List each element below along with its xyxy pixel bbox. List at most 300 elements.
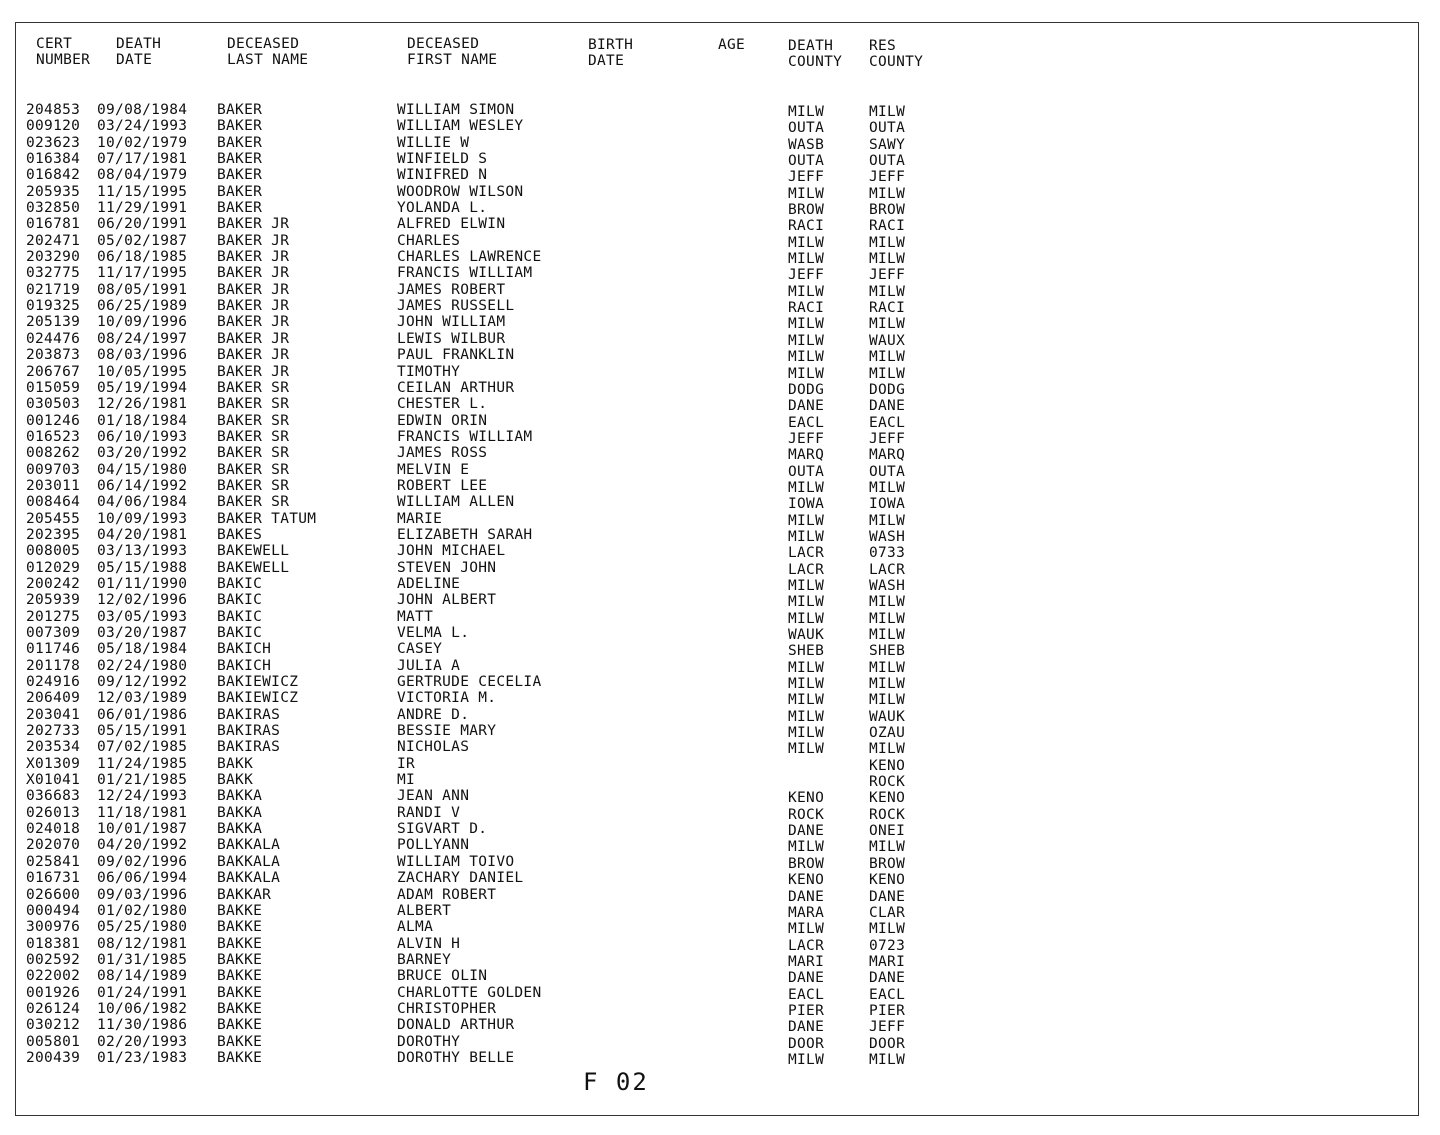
first-name: ALBERT [397,902,452,919]
res-county: JEFF [869,267,906,284]
first-name: ZACHARY DANIEL [397,870,524,887]
death-county: DANE [788,970,825,987]
last-name: BAKKAR [217,886,272,903]
death-date: 11/30/1986 [97,1017,188,1034]
record-row [16,200,1418,219]
last-name: BAKER [217,183,263,200]
death-county: DANE [788,823,825,840]
death-date: 08/04/1979 [97,167,188,184]
death-county: MILW [788,741,825,758]
last-name: BAKER JR [217,232,290,249]
cert-number: 205139 [26,314,81,331]
last-name: BAKKE [217,984,263,1001]
death-county: MARQ [788,447,825,464]
record-row [16,494,1418,513]
res-county: MILW [869,610,906,627]
last-name: BAKER JR [217,363,290,380]
record-row [16,1050,1418,1066]
death-county: MILW [788,234,825,251]
death-county: MILW [788,1051,825,1068]
last-name: BAKER [217,134,263,151]
death-county: OUTA [788,463,825,480]
death-date: 09/08/1984 [97,102,188,118]
first-name: IR [397,755,416,772]
record-row [16,527,1418,543]
record-row [16,282,1418,298]
record-row [16,690,1418,709]
first-name: NICHOLAS [397,739,470,756]
first-name: VELMA L. [397,625,470,641]
cert-number: 204853 [26,102,81,118]
first-name: JAMES RUSSELL [397,298,515,315]
res-county: MILW [869,512,906,529]
first-name: RANDI V [397,804,461,821]
death-county: DANE [788,888,825,905]
first-name: VICTORIA M. [397,690,497,707]
cert-number: 202471 [26,232,81,249]
first-name: JOHN WILLIAM [397,314,506,331]
cert-number: 032775 [26,265,81,282]
last-name: BAKER SR [217,494,290,511]
res-county: BROW [869,855,906,872]
record-row [16,919,1418,938]
record-row [16,184,1418,200]
death-date: 10/09/1993 [97,510,188,527]
death-county: SHEB [788,643,825,660]
first-name: MI [397,772,416,789]
header-cert-number: CERT NUMBER [36,36,91,68]
res-county: SAWY [869,136,906,153]
record-row [16,625,1418,641]
death-county: DANE [788,398,825,415]
record-row [16,887,1418,903]
first-name: EDWIN ORIN [397,412,488,429]
record-row [16,478,1418,494]
death-date: 10/05/1995 [97,363,188,380]
death-date: 11/18/1981 [97,804,188,821]
death-county: MILW [788,839,825,856]
record-row [16,265,1418,284]
cert-number: 016523 [26,428,81,445]
res-county: WASH [869,577,906,594]
cert-number: 201275 [26,608,81,625]
res-county: OUTA [869,153,906,170]
death-date: 03/13/1993 [97,543,188,560]
record-row [16,543,1418,562]
res-county: LACR [869,561,906,578]
death-county: EACL [788,986,825,1003]
death-date: 01/21/1985 [97,772,188,789]
record-row [16,641,1418,660]
record-row [16,723,1418,742]
death-date: 05/15/1991 [97,723,188,740]
last-name: BAKIRAS [217,723,281,740]
last-name: BAKER SR [217,428,290,445]
res-county: OUTA [869,463,906,480]
cert-number: 205935 [26,183,81,200]
record-row [16,739,1418,758]
cert-number: 026600 [26,886,81,903]
death-date: 04/06/1984 [97,494,188,511]
first-name: WILLIE W [397,134,470,151]
death-date: 10/09/1996 [97,314,188,331]
last-name: BAKER JR [217,216,290,233]
res-county: ONEI [869,823,906,840]
first-name: JEAN ANN [397,788,470,805]
record-row [16,135,1418,151]
record-row [16,314,1418,333]
death-date: 04/20/1992 [97,837,188,854]
first-name: JAMES ROBERT [397,281,506,298]
last-name: BAKER JR [217,249,290,266]
cert-number: 005801 [26,1033,81,1050]
cert-number: 026124 [26,1000,81,1017]
death-date: 08/24/1997 [97,330,188,347]
last-name: BAKER SR [217,379,290,396]
record-row [16,1017,1418,1036]
last-name: BAKKA [217,788,263,805]
cert-number: 203041 [26,706,81,723]
death-date: 10/02/1979 [97,134,188,151]
death-date: 08/12/1981 [97,935,188,952]
death-date: 06/20/1991 [97,216,188,233]
death-date: 03/20/1987 [97,625,188,641]
record-row [16,788,1418,807]
death-date: 06/18/1985 [97,249,188,266]
last-name: BAKER SR [217,412,290,429]
cert-number: 012029 [26,559,81,576]
last-name: BAKIEWICZ [217,690,299,707]
first-name: BARNEY [397,951,452,968]
death-county: KENO [788,872,825,889]
record-row [16,560,1418,576]
death-county: MILW [788,104,825,120]
record-row [16,870,1418,889]
death-date: 10/01/1987 [97,821,188,838]
cert-number: 203290 [26,249,81,266]
res-county: JEFF [869,1019,906,1036]
res-county: MILW [869,316,906,333]
cert-number: 205939 [26,592,81,609]
death-date: 01/24/1991 [97,984,188,1001]
res-county: MARQ [869,447,906,464]
last-name: BAKKE [217,1000,263,1017]
cert-number: 016842 [26,167,81,184]
records-list [16,102,1418,1066]
record-row [16,805,1418,821]
header-death-date: DEATH DATE [116,36,162,68]
first-name: MELVIN E [397,461,470,478]
record-row [16,118,1418,137]
first-name: CASEY [397,641,443,658]
record-row [16,936,1418,952]
first-name: CHARLES LAWRENCE [397,249,542,266]
record-row [16,249,1418,268]
death-county: MILW [788,921,825,938]
cert-number: 202395 [26,526,81,543]
death-date: 06/14/1992 [97,477,188,494]
first-name: WILLIAM TOIVO [397,853,515,870]
last-name: BAKKE [217,902,263,919]
death-date: 08/03/1996 [97,347,188,364]
first-name: LEWIS WILBUR [397,330,506,347]
record-row [16,674,1418,693]
last-name: BAKER [217,167,263,184]
death-date: 03/24/1993 [97,118,188,135]
last-name: BAKKE [217,935,263,952]
cert-number: 001246 [26,412,81,429]
first-name: JOHN ALBERT [397,592,497,609]
cert-number: 019325 [26,298,81,315]
record-row [16,167,1418,186]
res-county: RACI [869,300,906,317]
cert-number: 002592 [26,951,81,968]
last-name: BAKKALA [217,837,281,854]
cert-number: 022002 [26,968,81,985]
record-row [16,364,1418,380]
death-county: MILW [788,659,825,676]
last-name: BAKKE [217,1049,263,1066]
death-date: 07/17/1981 [97,151,188,168]
first-name: ALVIN H [397,935,461,952]
death-county: JEFF [788,267,825,284]
header-age: AGE [718,37,746,53]
record-row [16,151,1418,170]
cert-number: 201178 [26,657,81,674]
last-name: BAKIC [217,592,263,609]
res-county: MILW [869,479,906,496]
cert-number: 025841 [26,853,81,870]
res-county: JEFF [869,430,906,447]
last-name: BAKER JR [217,347,290,364]
death-date: 01/31/1985 [97,951,188,968]
res-county: RACI [869,218,906,235]
last-name: BAKKALA [217,870,281,887]
death-date: 12/26/1981 [97,396,188,413]
record-row [16,102,1418,118]
res-county: DANE [869,398,906,415]
death-county: MILW [788,365,825,382]
res-county: CLAR [869,904,906,921]
cert-number: 206409 [26,690,81,707]
cert-number: 202070 [26,837,81,854]
death-county: WAUK [788,627,825,643]
first-name: JULIA A [397,657,461,674]
last-name: BAKIEWICZ [217,674,299,691]
death-county: MILW [788,479,825,496]
death-date: 05/15/1988 [97,559,188,576]
cert-number: 032850 [26,200,81,217]
first-name: YOLANDA L. [397,200,488,217]
cert-number: 036683 [26,788,81,805]
last-name: BAKK [217,772,254,789]
cert-number: 202733 [26,723,81,740]
last-name: BAKKA [217,821,263,838]
death-county: JEFF [788,430,825,447]
cert-number: 016731 [26,870,81,887]
last-name: BAKER SR [217,445,290,462]
death-county: OUTA [788,120,825,137]
last-name: BAKES [217,526,263,543]
first-name: BESSIE MARY [397,723,497,740]
res-county: MILW [869,692,906,709]
res-county: DANE [869,970,906,987]
record-row [16,1001,1418,1017]
death-date: 08/14/1989 [97,968,188,985]
death-county: RACI [788,218,825,235]
first-name: PAUL FRANKLIN [397,347,515,364]
death-county: MILW [788,251,825,268]
first-name: TIMOTHY [397,363,461,380]
res-county: SHEB [869,643,906,660]
res-county: DOOR [869,1035,906,1052]
death-date: 05/02/1987 [97,232,188,249]
record-row [16,968,1418,987]
death-county: MILW [788,692,825,709]
res-county: MILW [869,741,906,758]
cert-number: 024018 [26,821,81,838]
death-date: 07/02/1985 [97,739,188,756]
record-row [16,952,1418,968]
last-name: BAKICH [217,657,272,674]
death-date: 11/17/1995 [97,265,188,282]
cert-number: 016781 [26,216,81,233]
cert-number: 023623 [26,134,81,151]
record-row [16,1034,1418,1050]
record-row [16,298,1418,317]
record-row [16,756,1418,772]
record-row [16,396,1418,415]
last-name: BAKICH [217,641,272,658]
death-date: 10/06/1982 [97,1000,188,1017]
first-name: ALFRED ELWIN [397,216,506,233]
death-date: 01/02/1980 [97,902,188,919]
death-date: 02/24/1980 [97,657,188,674]
res-county: BROW [869,202,906,219]
cert-number: 009703 [26,461,81,478]
death-county: LACR [788,561,825,578]
res-county: OUTA [869,120,906,137]
last-name: BAKER [217,151,263,168]
record-row [16,331,1418,347]
cert-number: 024916 [26,674,81,691]
cert-number: 203011 [26,477,81,494]
death-date: 03/05/1993 [97,608,188,625]
cert-number: 011746 [26,641,81,658]
death-date: 11/15/1995 [97,183,188,200]
first-name: ROBERT LEE [397,477,488,494]
document-page [15,22,1419,1116]
last-name: BAKKE [217,1033,263,1050]
cert-number: 016384 [26,151,81,168]
death-date: 06/10/1993 [97,428,188,445]
death-county: MARI [788,953,825,970]
last-name: BAKER JR [217,330,290,347]
res-county: JEFF [869,169,906,186]
death-date: 09/02/1996 [97,853,188,870]
res-county: DODG [869,381,906,398]
first-name: CHARLES [397,232,461,249]
last-name: BAKIRAS [217,706,281,723]
header-res-county: RES COUNTY [869,38,924,70]
res-county: 0733 [869,545,906,562]
res-county: WASH [869,528,906,545]
last-name: BAKER [217,200,263,217]
death-county: MILW [788,594,825,611]
death-county: MILW [788,185,825,202]
record-row [16,429,1418,445]
cert-number: 009120 [26,118,81,135]
first-name: WINIFRED N [397,167,488,184]
first-name: JOHN MICHAEL [397,543,506,560]
res-county: MILW [869,283,906,300]
death-county: IOWA [788,496,825,513]
first-name: CHESTER L. [397,396,488,413]
first-name: ADELINE [397,575,461,592]
death-county: PIER [788,1002,825,1019]
death-date: 01/11/1990 [97,575,188,592]
first-name: WILLIAM SIMON [397,102,515,118]
res-county: MARI [869,953,906,970]
first-name: POLLYANN [397,837,470,854]
record-row [16,772,1418,791]
death-county: KENO [788,790,825,807]
res-county: MILW [869,365,906,382]
last-name: BAKKE [217,951,263,968]
first-name: DONALD ARTHUR [397,1017,515,1034]
header-last-name: DECEASED LAST NAME [227,36,309,68]
record-row [16,821,1418,840]
death-county: BROW [788,855,825,872]
last-name: BAKER JR [217,314,290,331]
last-name: BAKKE [217,968,263,985]
death-county: MILW [788,577,825,594]
last-name: BAKER TATUM [217,510,317,527]
death-date: 01/18/1984 [97,412,188,429]
death-county: MILW [788,332,825,349]
res-county: ROCK [869,806,906,823]
first-name: WILLIAM ALLEN [397,494,515,511]
cert-number: 024476 [26,330,81,347]
death-date: 09/12/1992 [97,674,188,691]
cert-number: 008464 [26,494,81,511]
death-county: MILW [788,528,825,545]
death-date: 02/20/1993 [97,1033,188,1050]
death-county: MILW [788,349,825,366]
death-date: 03/20/1992 [97,445,188,462]
first-name: ADAM ROBERT [397,886,497,903]
cert-number: 000494 [26,902,81,919]
cert-number: 008005 [26,543,81,560]
death-date: 04/15/1980 [97,461,188,478]
first-name: WINFIELD S [397,151,488,168]
last-name: BAKKA [217,804,263,821]
record-row [16,380,1418,396]
res-county: MILW [869,594,906,611]
death-county: MILW [788,512,825,529]
first-name: FRANCIS WILLIAM [397,428,533,445]
last-name: BAKIC [217,608,263,625]
last-name: BAKIC [217,625,263,641]
death-county: MILW [788,316,825,333]
death-county: RACI [788,300,825,317]
first-name: ELIZABETH SARAH [397,526,533,543]
death-date: 12/03/1989 [97,690,188,707]
first-name: MARIE [397,510,443,527]
death-date: 01/23/1983 [97,1049,188,1066]
record-row [16,462,1418,478]
first-name: STEVEN JOHN [397,559,497,576]
